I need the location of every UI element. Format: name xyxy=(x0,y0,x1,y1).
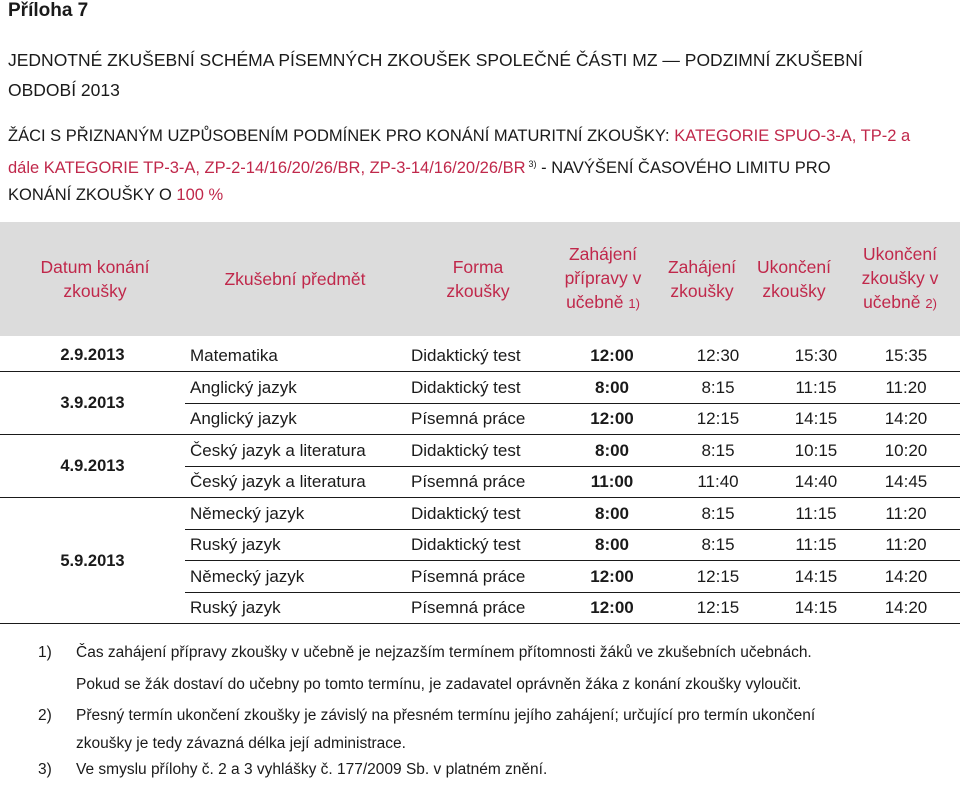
subject-cell: Německý jazyk xyxy=(190,503,305,523)
footnote-ref-2: 2) xyxy=(925,296,937,311)
row-divider xyxy=(185,529,960,530)
category-2: dále KATEGORIE TP-3-A, ZP-2-14/16/20/26/BR, ZP-3-14/16/20/26/BR xyxy=(8,158,526,177)
room-end-time-cell: 11:20 xyxy=(885,535,927,554)
footnote-1 xyxy=(0,644,960,668)
start-time-cell: 11:40 xyxy=(697,472,739,491)
footnote-number: 2) xyxy=(38,707,52,724)
form-cell: Didaktický test xyxy=(411,377,521,397)
row-divider xyxy=(0,434,960,435)
room-end-time-cell: 11:20 xyxy=(885,503,927,523)
header-end-line2: zkoušky xyxy=(762,281,826,301)
form-cell: Písemná práce xyxy=(411,598,526,617)
subject-cell: Ruský jazyk xyxy=(190,535,281,554)
start-time-cell: 12:15 xyxy=(696,409,740,428)
header-prep-line3 xyxy=(565,290,642,316)
subject-cell: Anglický jazyk xyxy=(190,377,297,397)
row-divider xyxy=(185,560,960,561)
row-divider xyxy=(185,403,960,404)
footnote-ref-3: 3) xyxy=(528,158,537,169)
header-room-line1: Ukončení xyxy=(863,244,937,264)
start-time-cell: 12:15 xyxy=(696,566,740,586)
footnote-text: Ve smyslu přílohy č. 2 a 3 vyhlášky č. 177/2009 Sb. v platném znění. xyxy=(76,761,548,778)
footnote-text: Přesný termín ukončení zkoušky je závislý na přesném termínu jejího zahájení; určující pro termín ukončení xyxy=(76,707,816,724)
prep-time-cell: 8:00 xyxy=(594,535,630,554)
header-room-word: učebně xyxy=(863,292,921,312)
subject-cell: Český jazyk a literatura xyxy=(190,440,366,460)
end-time-cell: 11:15 xyxy=(795,377,837,397)
students-category-text xyxy=(8,123,953,210)
header-start-line1: Zahájení xyxy=(667,257,737,277)
header-exam-end xyxy=(746,222,842,336)
prep-time-cell: 12:00 xyxy=(590,409,634,428)
header-end-line1: Ukončení xyxy=(757,257,831,277)
header-form xyxy=(408,222,548,336)
footnote-2-cont xyxy=(0,735,960,759)
prep-time-cell: 8:00 xyxy=(594,440,630,460)
header-subject xyxy=(190,222,400,336)
prep-time-cell: 8:00 xyxy=(594,377,630,397)
header-prep-line2: přípravy v xyxy=(564,268,642,288)
form-cell: Didaktický test xyxy=(411,440,521,460)
header-date xyxy=(0,222,190,336)
date-cell: 4.9.2013 xyxy=(60,456,125,475)
title-line-1: JEDNOTNÉ ZKUŠEBNÍ SCHÉMA PÍSEMNÝCH ZKOUŠEK SPOLEČNÉ ČÁSTI MZ — PODZIMNÍ ZKUŠEBNÍ xyxy=(8,50,863,70)
prep-time-cell: 12:00 xyxy=(590,346,634,365)
end-time-cell: 14:15 xyxy=(794,566,838,586)
row-divider xyxy=(0,371,960,372)
start-time-cell: 8:15 xyxy=(701,440,735,460)
header-date-line1: Datum konání xyxy=(40,257,150,277)
form-cell: Písemná práce xyxy=(411,409,526,428)
room-end-time-cell: 11:20 xyxy=(885,377,927,397)
document-title xyxy=(8,45,953,105)
table-row xyxy=(0,435,960,467)
footnote-3 xyxy=(0,761,960,785)
header-date-line2: zkoušky xyxy=(63,281,127,301)
footnote-text: zkoušky je tedy závazná délka její administrace. xyxy=(76,735,406,752)
table-row xyxy=(0,466,960,498)
row-divider xyxy=(0,497,960,498)
header-exam-start xyxy=(658,222,746,336)
header-room-end xyxy=(842,222,958,336)
date-cell: 2.9.2013 xyxy=(60,346,125,364)
table-row xyxy=(0,340,960,372)
subject-cell: Německý jazyk xyxy=(190,566,305,586)
prep-time-cell: 11:00 xyxy=(590,472,634,491)
form-cell: Didaktický test xyxy=(411,503,521,523)
subject-cell: Matematika xyxy=(190,346,278,365)
header-prep-start xyxy=(548,222,658,336)
table-row xyxy=(0,372,960,404)
category-1: KATEGORIE SPUO-3-A, TP-2 a xyxy=(674,127,911,145)
date-cell: 5.9.2013 xyxy=(60,551,125,570)
room-end-time-cell: 14:45 xyxy=(884,472,928,491)
footnote-number: 3) xyxy=(38,761,52,778)
table-row xyxy=(0,529,960,561)
prep-time-cell: 12:00 xyxy=(590,566,634,586)
start-time-cell: 8:15 xyxy=(701,535,735,554)
footnote-1-cont xyxy=(0,676,960,700)
form-cell: Didaktický test xyxy=(411,346,521,365)
table-row xyxy=(0,561,960,593)
prep-time-cell: 12:00 xyxy=(590,598,634,617)
end-time-cell: 15:30 xyxy=(794,346,838,365)
time-extension-percent: 100 % xyxy=(176,186,224,204)
end-time-cell: 11:15 xyxy=(795,535,837,554)
subject-cell: Ruský jazyk xyxy=(190,598,281,617)
room-end-time-cell: 15:35 xyxy=(884,346,928,365)
room-end-time-cell: 14:20 xyxy=(884,409,928,428)
header-room-line3 xyxy=(862,290,939,316)
start-time-cell: 12:15 xyxy=(696,598,740,617)
form-cell: Písemná práce xyxy=(411,472,526,491)
header-form-line1: Forma xyxy=(452,257,504,277)
footnote-ref-1: 1) xyxy=(628,296,640,311)
footnote-number: 1) xyxy=(38,644,52,661)
prep-time-cell: 8:00 xyxy=(594,503,630,523)
row-divider xyxy=(185,466,960,467)
start-time-cell: 8:15 xyxy=(701,503,735,523)
form-cell: Didaktický test xyxy=(411,535,521,554)
end-time-cell: 11:15 xyxy=(795,503,837,523)
footnote-text: Čas zahájení přípravy zkoušky v učebně je nejzazším termínem přítomnosti žáků ve zkušebních učebnách. xyxy=(76,644,812,661)
students-line3-prefix: KONÁNÍ ZKOUŠKY O xyxy=(8,186,177,204)
students-line-2 xyxy=(8,151,953,183)
room-end-time-cell: 10:20 xyxy=(884,440,928,460)
students-suffix: - NAVÝŠENÍ ČASOVÉHO LIMITU PRO xyxy=(536,158,831,177)
room-end-time-cell: 14:20 xyxy=(884,566,928,586)
row-divider xyxy=(185,592,960,593)
table-row xyxy=(0,403,960,435)
footnote-2 xyxy=(0,707,960,731)
start-time-cell: 8:15 xyxy=(701,377,735,397)
header-prep-word: učebně xyxy=(566,292,624,312)
students-prefix: ŽÁCI S PŘIZNANÝM UZPŮSOBENÍM PODMÍNEK PRO KONÁNÍ MATURITNÍ ZKOUŠKY: xyxy=(8,127,675,145)
header-room-line2: zkoušky v xyxy=(861,268,939,288)
header-form-line2: zkoušky xyxy=(446,281,510,301)
subject-cell: Anglický jazyk xyxy=(190,409,297,428)
students-line-1 xyxy=(8,123,953,151)
table-row xyxy=(0,592,960,624)
header-start-line2: zkoušky xyxy=(670,281,734,301)
table-header xyxy=(0,222,960,336)
header-subject-label: Zkušební předmět xyxy=(224,269,366,289)
table-row xyxy=(0,498,960,530)
start-time-cell: 12:30 xyxy=(696,346,740,365)
title-line-2: OBDOBÍ 2013 xyxy=(8,80,120,100)
students-line-3 xyxy=(8,182,953,210)
end-time-cell: 10:15 xyxy=(794,440,838,460)
date-cell: 3.9.2013 xyxy=(60,393,125,412)
footnote-text: Pokud se žák dostaví do učebny po tomto termínu, je zadavatel oprávněn žáka z konání zkoušky vyloučit. xyxy=(76,676,802,693)
subject-cell: Český jazyk a literatura xyxy=(190,472,366,491)
form-cell: Písemná práce xyxy=(411,566,526,586)
end-time-cell: 14:15 xyxy=(794,598,838,617)
header-prep-line1: Zahájení xyxy=(568,244,638,264)
appendix-label: Příloha 7 xyxy=(8,0,89,21)
end-time-cell: 14:40 xyxy=(794,472,838,491)
end-time-cell: 14:15 xyxy=(794,409,838,428)
room-end-time-cell: 14:20 xyxy=(884,598,928,617)
table-bottom-border xyxy=(0,623,960,624)
